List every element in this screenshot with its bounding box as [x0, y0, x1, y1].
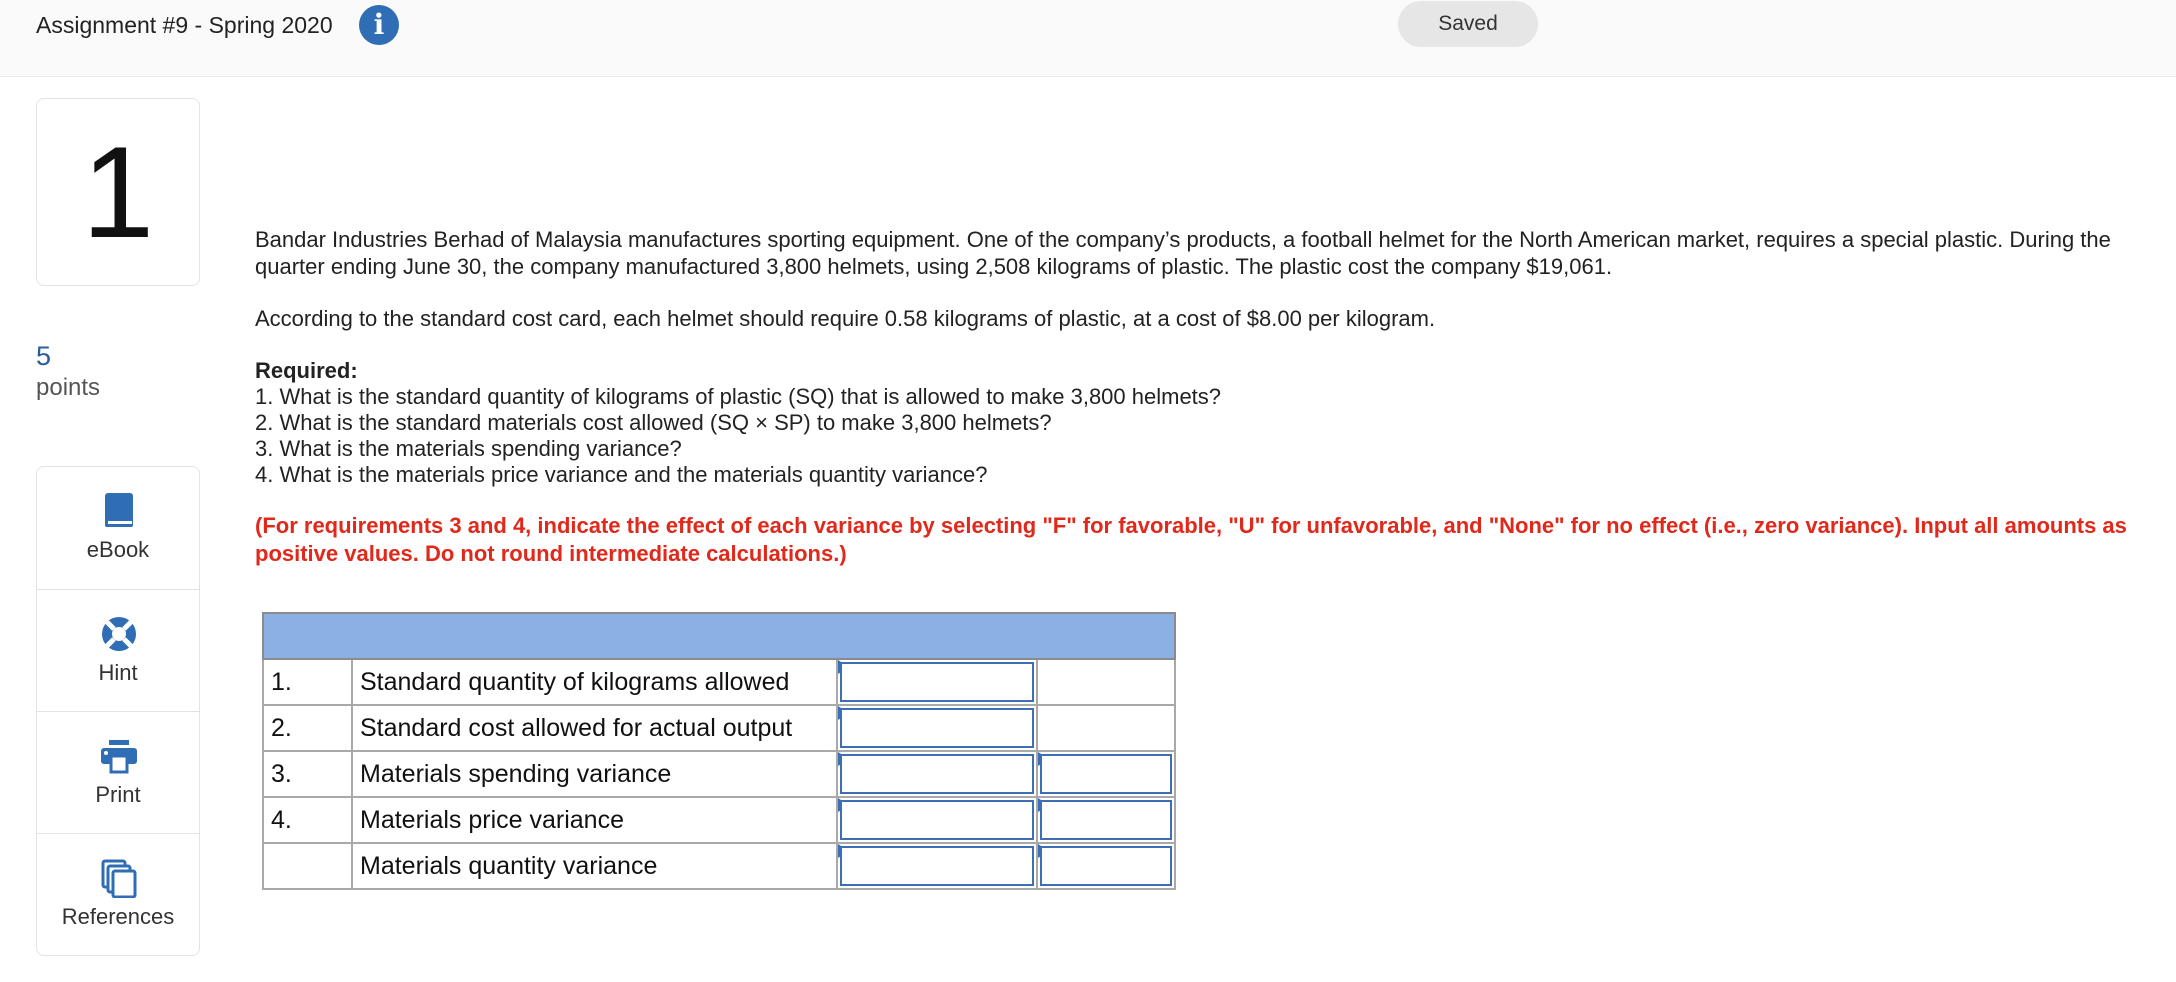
hint-label: Hint: [98, 660, 138, 685]
row-number: [263, 843, 352, 889]
row-label: Materials spending variance: [352, 751, 837, 797]
row-number: 3.: [263, 751, 352, 797]
printer-icon: [99, 736, 139, 776]
tools-panel: [36, 466, 200, 956]
amount-input[interactable]: [842, 664, 1032, 700]
empty-cell: [1038, 706, 1174, 750]
requirement-item: 3. What is the materials spending variance?: [255, 436, 682, 461]
required-heading: Required:: [255, 358, 358, 383]
points-label: points: [36, 374, 101, 401]
references-label: References: [61, 904, 175, 929]
problem-paragraph-1: Bandar Industries Berhad of Malaysia manufactures sporting equipment. One of the company’s products, a football helmet for the North American market, requires a special plastic. During the quarter ending June 30, the company manufactured 3,800 helmets, using 2,508 kilograms of plastic. The plastic cost the company $19,061.: [255, 227, 2111, 279]
question-number-card: [36, 98, 200, 286]
print-label: Print: [95, 782, 141, 807]
hint-button[interactable]: [37, 589, 199, 711]
lifebuoy-icon: [99, 614, 139, 654]
requirement-item: 1. What is the standard quantity of kilograms of plastic (SQ) that is allowed to make 3,800 helmets?: [255, 384, 1222, 409]
table-row: [263, 751, 1175, 797]
answer-table: [262, 612, 1176, 890]
table-row: [263, 797, 1175, 843]
row-label: Materials quantity variance: [352, 843, 837, 889]
problem-content: [255, 226, 2145, 568]
amount-input[interactable]: [842, 710, 1032, 746]
row-number: 2.: [263, 705, 352, 751]
saved-status-button[interactable]: Saved: [1398, 1, 1538, 47]
empty-cell: [1038, 660, 1174, 704]
requirement-item: 4. What is the materials price variance and the materials quantity variance?: [255, 462, 988, 487]
ebook-label: eBook: [86, 537, 150, 562]
amount-input[interactable]: [842, 802, 1032, 838]
instructions-note: (For requirements 3 and 4, indicate the effect of each variance by selecting "F" for favorable, "U" for unfavorable, and "None" for no effect (i.e., zero variance). Input all amounts as positive values. Do not round intermediate calculations.): [255, 513, 2127, 566]
print-button[interactable]: [37, 711, 199, 833]
top-bar: [0, 0, 2176, 77]
effect-dropdown[interactable]: [1042, 848, 1170, 884]
ebook-button[interactable]: [37, 467, 199, 589]
table-header-row: [263, 613, 1175, 659]
points-value: 5: [36, 341, 52, 371]
question-number: 1: [81, 119, 155, 265]
row-label: Materials price variance: [352, 797, 837, 843]
info-icon[interactable]: i: [359, 5, 399, 45]
row-label: Standard cost allowed for actual output: [352, 705, 837, 751]
table-row: [263, 659, 1175, 705]
amount-input[interactable]: [842, 848, 1032, 884]
amount-input[interactable]: [842, 756, 1032, 792]
row-number: 4.: [263, 797, 352, 843]
requirements-list: [255, 384, 2145, 488]
effect-dropdown[interactable]: [1042, 756, 1170, 792]
requirement-item: 2. What is the standard materials cost allowed (SQ × SP) to make 3,800 helmets?: [255, 410, 1052, 435]
copy-icon: [99, 858, 139, 898]
book-icon: [99, 491, 139, 531]
assignment-title: Assignment #9 - Spring 2020: [36, 12, 333, 38]
effect-dropdown[interactable]: [1042, 802, 1170, 838]
references-button[interactable]: [37, 833, 199, 955]
table-row: [263, 843, 1175, 889]
row-number: 1.: [263, 659, 352, 705]
row-label: Standard quantity of kilograms allowed: [352, 659, 837, 705]
table-row: [263, 705, 1175, 751]
problem-paragraph-2: According to the standard cost card, each helmet should require 0.58 kilograms of plastic, at a cost of $8.00 per kilogram.: [255, 306, 1436, 331]
